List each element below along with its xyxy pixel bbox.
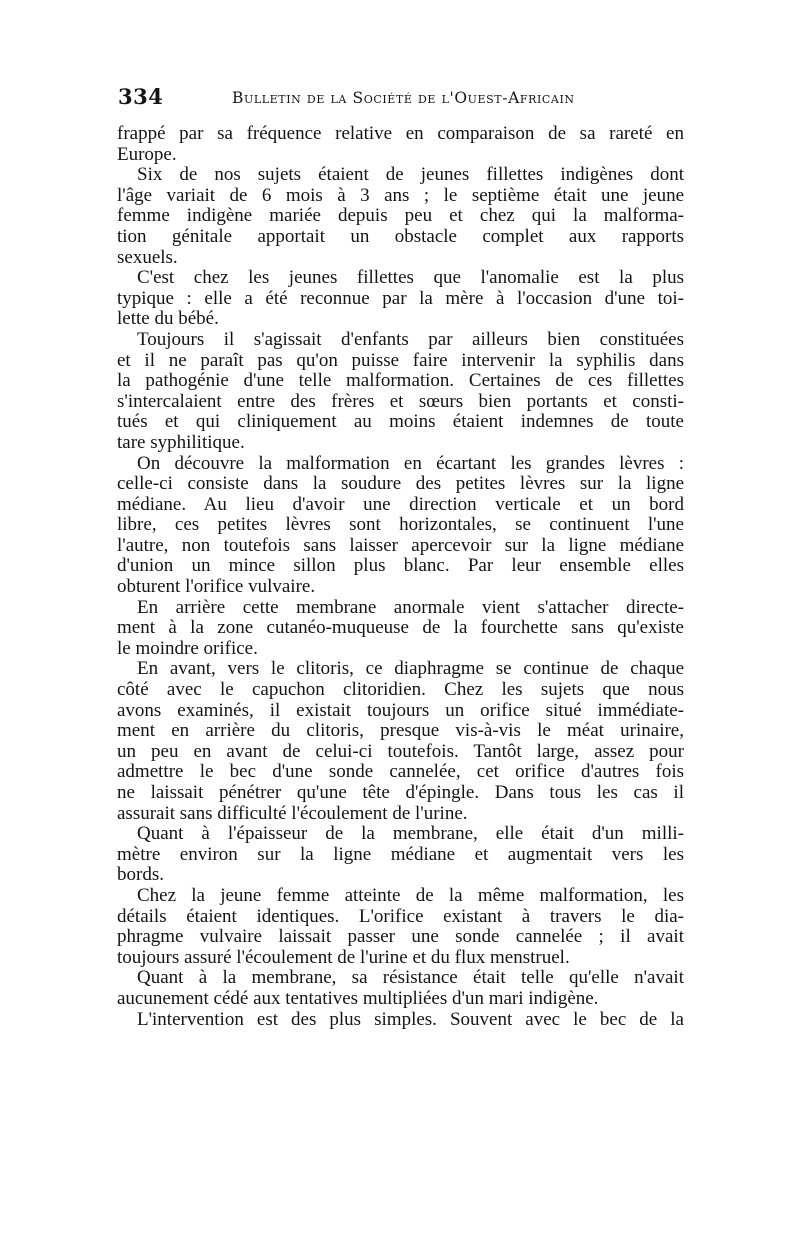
text-line: Quant à l'épaisseur de la membrane, elle était d'un milli- [137, 824, 684, 845]
text-line: celle-ci consiste dans la soudure des petites lèvres sur la ligne [117, 474, 684, 495]
text-line: obturent l'orifice vulvaire. [117, 577, 316, 598]
text-line: C'est chez les jeunes fillettes que l'anomalie est la plus [137, 268, 684, 289]
text-line: la pathogénie d'une telle malformation. Certaines de ces fillettes [117, 371, 684, 392]
text-line: médiane. Au lieu d'avoir une direction verticale et un bord [117, 494, 684, 515]
text-line: L'intervention est des plus simples. Souvent avec le bec de la [137, 1009, 684, 1030]
text-line: Quant à la membrane, sa résistance était telle qu'elle n'avait [137, 968, 684, 989]
text-line: Six de nos sujets étaient de jeunes fillettes indigènes dont [137, 165, 684, 186]
text-line: Toujours il s'agissait d'enfants par ailleurs bien constituées [137, 329, 684, 350]
text-line: frappé par sa fréquence relative en comparaison de sa rareté en [117, 124, 684, 144]
text-line: toujours assuré l'écoulement de l'urine et du flux menstruel. [117, 947, 570, 968]
text-line: typique : elle a été reconnue par la mère à l'occasion d'une toi- [117, 288, 684, 309]
text-line: On découvre la malformation en écartant les grandes lèvres : [137, 453, 684, 474]
text-line: le moindre orifice. [117, 638, 258, 659]
text-line: femme indigène mariée depuis peu et chez qui la malforma- [117, 206, 684, 227]
text-line: sexuels. [117, 247, 178, 268]
text-line: ne laissait pénétrer qu'une tête d'épingle. Dans tous les cas il [117, 783, 684, 803]
body-text [117, 124, 684, 1030]
text-line: d'union un mince sillon plus blanc. Par leur ensemble elles [117, 556, 684, 577]
text-line: Europe. [117, 144, 177, 165]
text-line: côté avec le capuchon clitoridien. Chez les sujets que nous [117, 680, 684, 701]
text-line: bords. [117, 865, 164, 886]
text-line: l'âge variait de 6 mois à 3 ans ; le septième était une jeune [117, 185, 684, 206]
text-line: tare syphilitique. [117, 432, 245, 453]
text-line: mètre environ sur la ligne médiane et augmentait vers les [117, 844, 684, 865]
text-line: tion génitale apportait un obstacle complet aux rapports [117, 226, 684, 247]
text-line: admettre le bec d'une sonde cannelée, cet orifice d'autres fois [117, 762, 684, 783]
text-line: libre, ces petites lèvres sont horizontales, se continuent l'une [117, 515, 684, 536]
running-head: Bulletin de la Société de l'Ouest-Africain [232, 89, 575, 107]
text-line: et il ne paraît pas qu'on puisse faire intervenir la syphilis dans [117, 350, 684, 371]
text-line: assurait sans difficulté l'écoulement de l'urine. [117, 803, 468, 824]
text-line: détails étaient identiques. L'orifice existant à travers le dia- [117, 906, 684, 927]
text-line: En avant, vers le clitoris, ce diaphragme se continue de chaque [137, 659, 684, 680]
text-line: s'intercalaient entre des frères et sœurs bien portants et consti- [117, 391, 684, 412]
page-number: 334 [118, 84, 164, 109]
text-line: lette du bébé. [117, 309, 219, 330]
text-line: ment à la zone cutanéo-muqueuse de la fourchette sans qu'existe [117, 618, 684, 639]
text-line: aucunement cédé aux tentatives multipliées d'un mari indigène. [117, 988, 599, 1009]
text-line: avons examinés, il existait toujours un orifice situé immédiate- [117, 700, 684, 721]
text-line: ment en arrière du clitoris, presque vis-à-vis le méat urinaire, [117, 721, 684, 742]
text-line: l'autre, non toutefois sans laisser apercevoir sur la ligne médiane [117, 535, 684, 556]
text-line: tués et qui cliniquement au moins étaient indemnes de toute [117, 412, 684, 433]
text-line: En arrière cette membrane anormale vient s'attacher directe- [137, 597, 684, 618]
text-line: Chez la jeune femme atteinte de la même malformation, les [137, 885, 684, 906]
text-line: un peu en avant de celui-ci toutefois. Tantôt large, assez pour [117, 741, 684, 762]
text-line: phragme vulvaire laissait passer une sonde cannelée ; il avait [117, 927, 684, 948]
